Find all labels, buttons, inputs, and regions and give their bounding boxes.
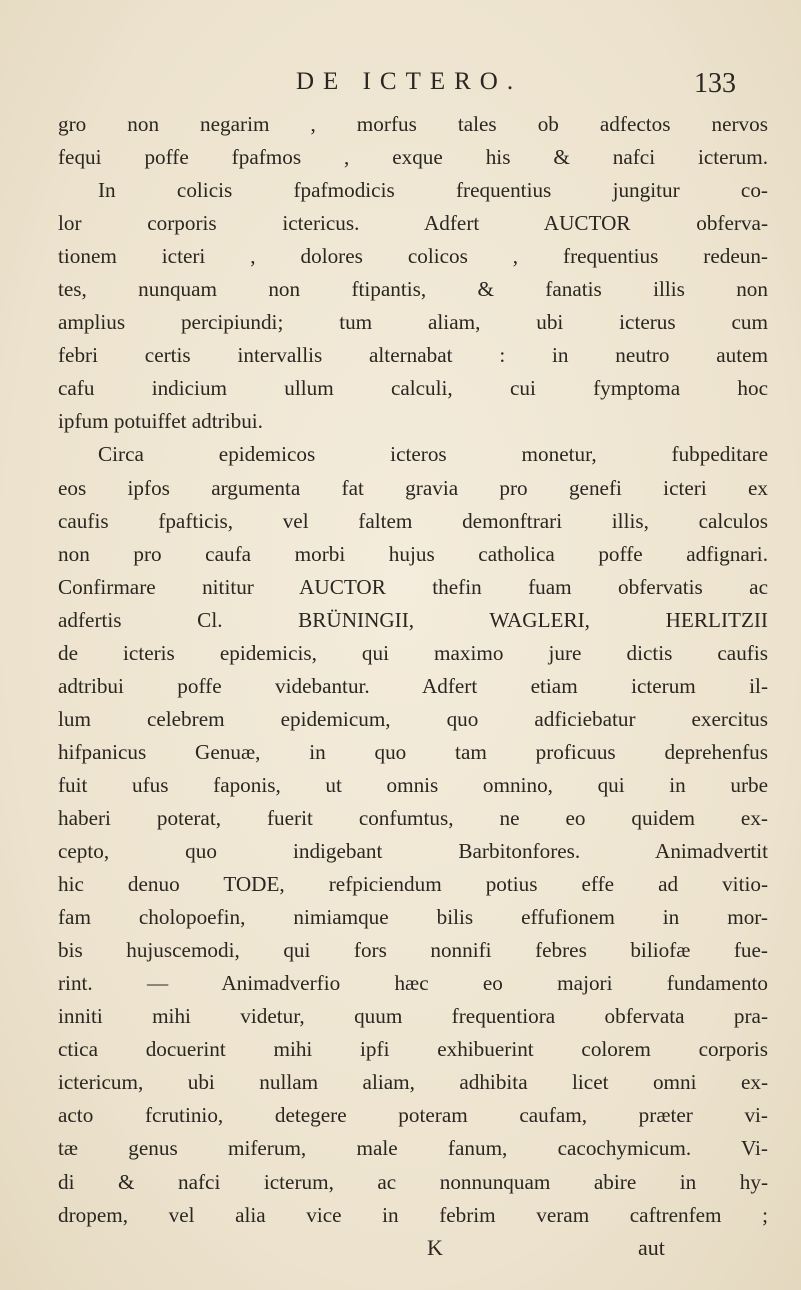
page-number: 133 — [694, 68, 736, 99]
text-line: lor corporis ictericus. Adfert AUCTOR obferva- — [58, 211, 768, 236]
text-line: rint. — Animadverfio hæc eo majori fundamento — [58, 971, 768, 996]
text-line: ictericum, ubi nullam aliam, adhibita licet omni ex- — [58, 1070, 768, 1095]
text-line: tæ genus miferum, male fanum, cacochymicum. Vi- — [58, 1136, 768, 1161]
text-line: ipfum potuiffet adtribui. — [58, 409, 263, 434]
running-head — [0, 62, 801, 102]
text-line: dropem, vel alia vice in febrim veram caftrenfem ; — [58, 1202, 768, 1227]
text-line: lum celebrem epidemicum, quo adficiebatur exercitus — [58, 706, 768, 731]
body-text — [58, 108, 768, 1232]
text-line: cafu indicium ullum calculi, cui fymptoma hoc — [58, 376, 768, 401]
running-head-title: DE ICTERO. — [296, 68, 523, 95]
catchline — [0, 1235, 801, 1269]
text-line: acto fcrutinio, detegere poteram caufam, præter vi- — [58, 1103, 768, 1128]
text-line: tes, nunquam non ftipantis, & fanatis illis non — [58, 277, 768, 302]
text-line: haberi poterat, fuerit confumtus, ne eo quidem ex- — [58, 805, 768, 830]
text-line: adtribui poffe videbantur. Adfert etiam icterum il- — [58, 673, 768, 698]
text-line: ctica docuerint mihi ipfi exhibuerint colorem corporis — [58, 1037, 768, 1062]
signature-mark: K — [427, 1235, 443, 1260]
text-line: Circa epidemicos icteros monetur, fubpeditare — [98, 442, 768, 467]
text-line: Confirmare nititur AUCTOR thefin fuam obfervatis ac — [58, 574, 768, 599]
catchword: aut — [638, 1235, 665, 1260]
text-line: adfertis Cl. BRÜNINGII, WAGLERI, HERLITZII — [58, 607, 768, 632]
text-line: hic denuo TODE, refpiciendum potius effe ad vitio- — [58, 872, 768, 897]
text-line: fequi poffe fpafmos , exque his & nafci icterum. — [58, 145, 768, 170]
text-line: di & nafci icterum, ac nonnunquam abire in hy- — [58, 1169, 768, 1194]
text-line: tionem icteri , dolores colicos , frequentius redeun- — [58, 244, 768, 269]
text-line: hifpanicus Genuæ, in quo tam proficuus deprehenfus — [58, 739, 768, 764]
text-line: eos ipfos argumenta fat gravia pro genefi icteri ex — [58, 475, 768, 500]
text-line: gro non negarim , morfus tales ob adfectos nervos — [58, 112, 768, 136]
text-line: de icteris epidemicis, qui maximo jure dictis caufis — [58, 640, 768, 665]
text-line: cepto, quo indigebant Barbitonfores. Animadvertit — [58, 839, 768, 864]
text-line: fuit ufus faponis, ut omnis omnino, qui in urbe — [58, 772, 768, 797]
text-line: amplius percipiundi; tum aliam, ubi icterus cum — [58, 310, 768, 335]
text-line: caufis fpafticis, vel faltem demonftrari illis, calculos — [58, 508, 768, 533]
text-line: In colicis fpafmodicis frequentius jungitur co- — [98, 178, 768, 203]
text-line: febri certis intervallis alternabat : in neutro autem — [58, 343, 768, 368]
text-line: non pro caufa morbi hujus catholica poffe adfignari. — [58, 541, 768, 566]
text-line: fam cholopoefin, nimiamque bilis effufionem in mor- — [58, 905, 768, 930]
text-line: bis hujuscemodi, qui fors nonnifi febres biliofæ fue- — [58, 938, 768, 963]
text-line: inniti mihi videtur, quum frequentiora obfervata pra- — [58, 1004, 768, 1029]
